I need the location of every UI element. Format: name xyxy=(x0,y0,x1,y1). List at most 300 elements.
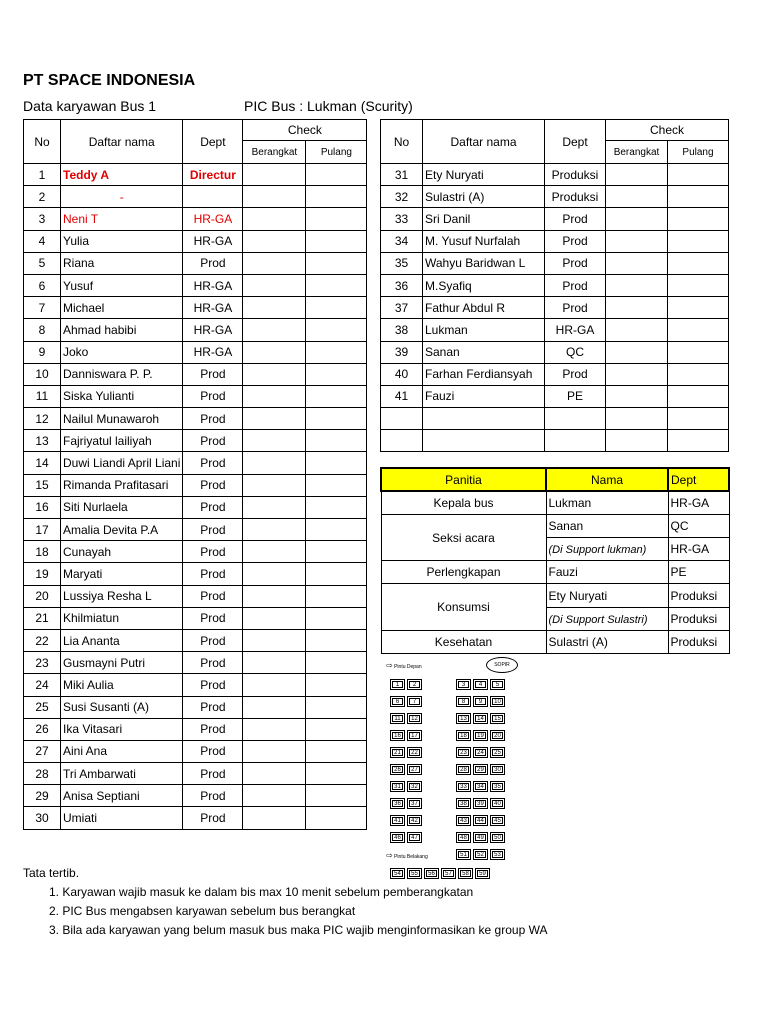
table-row xyxy=(24,652,367,674)
row-nama: Lussiya Resha L xyxy=(61,585,183,607)
table-row xyxy=(24,541,367,563)
seat: 13 xyxy=(456,713,471,724)
rule-item: 2. PIC Bus mengabsen karyawan sebelum bus berangkat xyxy=(49,904,356,918)
table-row xyxy=(381,252,729,274)
table-row xyxy=(24,363,367,385)
seat: 10 xyxy=(490,696,505,707)
row-nama: Anisa Septiani xyxy=(61,785,183,807)
row-nama: M.Syafiq xyxy=(423,274,545,296)
seat: 17 xyxy=(407,730,422,741)
seat: 49 xyxy=(473,832,488,843)
panitia-dept: Produksi xyxy=(668,630,729,653)
table-row xyxy=(24,341,367,363)
check-berangkat[interactable] xyxy=(243,341,306,363)
check-pulang[interactable] xyxy=(668,363,729,385)
check-pulang[interactable] xyxy=(668,319,729,341)
table-row xyxy=(381,297,729,319)
check-berangkat[interactable] xyxy=(243,585,306,607)
check-pulang[interactable] xyxy=(306,607,367,629)
check-berangkat[interactable] xyxy=(243,408,306,430)
table-row xyxy=(381,385,729,407)
panitia-dept: QC xyxy=(668,514,729,537)
row-nama: Lia Ananta xyxy=(61,629,183,651)
row-no: 18 xyxy=(24,541,61,563)
row-dept: Prod xyxy=(183,763,243,785)
panitia-header: Panitia xyxy=(381,468,546,491)
row-no: 35 xyxy=(381,252,423,274)
seat: 14 xyxy=(473,713,488,724)
table-row xyxy=(381,164,729,186)
table-row xyxy=(24,607,367,629)
table-row xyxy=(24,519,367,541)
check-berangkat[interactable] xyxy=(243,385,306,407)
sheet-subtitle: Data karyawan Bus 1 xyxy=(23,98,157,114)
row-no: 22 xyxy=(24,629,61,651)
row-nama: Rimanda Prafitasari xyxy=(61,474,183,496)
row-no: 23 xyxy=(24,652,61,674)
check-pulang[interactable] xyxy=(306,252,367,274)
check-pulang[interactable] xyxy=(306,807,367,829)
nama-header: Nama xyxy=(546,468,668,491)
check-berangkat[interactable] xyxy=(606,297,668,319)
seat: 28 xyxy=(456,764,471,775)
check-pulang[interactable] xyxy=(306,519,367,541)
row-nama: M. Yusuf Nurfalah xyxy=(423,230,545,252)
row-dept: Prod xyxy=(183,252,243,274)
table-row xyxy=(24,718,367,740)
header-berangkat: Berangkat xyxy=(606,141,668,164)
check-berangkat[interactable] xyxy=(243,519,306,541)
role-kesehatan: Kesehatan xyxy=(381,630,546,653)
row-nama: Cunayah xyxy=(61,541,183,563)
row-dept: Prod xyxy=(183,674,243,696)
check-berangkat[interactable] xyxy=(606,341,668,363)
panitia-nama: Ety Nuryati xyxy=(546,584,668,607)
row-nama: Yusuf xyxy=(61,274,183,296)
table-row xyxy=(24,297,367,319)
header-nama: Daftar nama xyxy=(61,120,183,164)
row-dept xyxy=(545,430,606,452)
seat: 58 xyxy=(458,868,473,879)
row-nama: Michael xyxy=(61,297,183,319)
check-berangkat[interactable] xyxy=(243,252,306,274)
row-nama: Fajriyatul lailiyah xyxy=(61,430,183,452)
table-row xyxy=(24,496,367,518)
table-row xyxy=(24,164,367,186)
rules-section xyxy=(23,864,547,940)
table-row xyxy=(381,230,729,252)
table-row xyxy=(381,186,729,208)
check-pulang[interactable] xyxy=(306,297,367,319)
company-title: PT SPACE INDONESIA xyxy=(23,72,196,89)
check-berangkat[interactable] xyxy=(243,230,306,252)
row-nama: Riana xyxy=(61,252,183,274)
seat: 45 xyxy=(490,815,505,826)
row-nama: Siti Nurlaela xyxy=(61,496,183,518)
arrow-right-icon: ⇨ xyxy=(386,851,393,860)
row-nama: Siska Yulianti xyxy=(61,385,183,407)
row-dept: Prod xyxy=(545,274,606,296)
rule-item: 1. Karyawan wajib masuk ke dalam bis max 10 menit sebelum pemberangkatan xyxy=(49,885,474,899)
check-berangkat[interactable] xyxy=(243,208,306,230)
row-nama: Fauzi xyxy=(423,385,545,407)
table-row xyxy=(24,430,367,452)
seat: 29 xyxy=(473,764,488,775)
table-row xyxy=(24,452,367,474)
table-row xyxy=(381,319,729,341)
row-no: 9 xyxy=(24,341,61,363)
row-no: 29 xyxy=(24,785,61,807)
row-dept: QC xyxy=(545,341,606,363)
seat: 42 xyxy=(407,815,422,826)
row-no: 5 xyxy=(24,252,61,274)
check-berangkat[interactable] xyxy=(606,252,668,274)
seat: 52 xyxy=(473,849,488,860)
check-berangkat[interactable] xyxy=(243,807,306,829)
row-no: 40 xyxy=(381,363,423,385)
dept-header: Dept xyxy=(668,468,729,491)
row-no: 13 xyxy=(24,430,61,452)
row-dept: Directur xyxy=(183,164,243,186)
header-no: No xyxy=(381,120,423,164)
rule-item: 3. Bila ada karyawan yang belum masuk bus maka PIC wajib menginformasikan ke group WA xyxy=(49,923,548,937)
row-dept xyxy=(545,408,606,430)
seat: 53 xyxy=(490,849,505,860)
check-pulang[interactable] xyxy=(306,629,367,651)
row-dept: Prod xyxy=(545,208,606,230)
row-dept: Prod xyxy=(183,585,243,607)
table-row xyxy=(381,430,729,452)
check-berangkat[interactable] xyxy=(243,652,306,674)
row-nama: Khilmiatun xyxy=(61,607,183,629)
row-no: 28 xyxy=(24,763,61,785)
check-pulang[interactable] xyxy=(306,230,367,252)
check-pulang[interactable] xyxy=(306,696,367,718)
row-nama: Tri Ambarwati xyxy=(61,763,183,785)
check-berangkat[interactable] xyxy=(606,363,668,385)
table-row xyxy=(24,208,367,230)
row-nama: Joko xyxy=(61,341,183,363)
check-berangkat[interactable] xyxy=(243,319,306,341)
table-row xyxy=(24,408,367,430)
row-nama: - xyxy=(61,186,183,208)
row-dept: HR-GA xyxy=(183,274,243,296)
seat: 32 xyxy=(407,781,422,792)
seat: 25 xyxy=(490,747,505,758)
check-berangkat[interactable] xyxy=(243,674,306,696)
panitia-dept: PE xyxy=(668,561,729,584)
row-no: 21 xyxy=(24,607,61,629)
check-pulang[interactable] xyxy=(668,230,729,252)
panitia-dept: HR-GA xyxy=(668,538,729,561)
check-berangkat[interactable] xyxy=(606,164,668,186)
row-dept: Prod xyxy=(545,230,606,252)
row-no: 20 xyxy=(24,585,61,607)
check-pulang[interactable] xyxy=(306,740,367,762)
check-berangkat[interactable] xyxy=(243,785,306,807)
check-pulang[interactable] xyxy=(306,164,367,186)
row-dept: Prod xyxy=(183,740,243,762)
table-row xyxy=(24,629,367,651)
check-pulang[interactable] xyxy=(668,430,729,452)
check-berangkat[interactable] xyxy=(243,274,306,296)
row-no: 31 xyxy=(381,164,423,186)
check-berangkat[interactable] xyxy=(606,430,668,452)
role-kepala-bus: Kepala bus xyxy=(381,491,546,514)
check-berangkat[interactable] xyxy=(606,385,668,407)
role-konsumsi: Konsumsi xyxy=(381,584,546,630)
header-pulang: Pulang xyxy=(668,141,729,164)
row-no: 12 xyxy=(24,408,61,430)
check-pulang[interactable] xyxy=(668,341,729,363)
row-nama xyxy=(423,408,545,430)
check-berangkat[interactable] xyxy=(243,607,306,629)
row-dept: Prod xyxy=(183,807,243,829)
check-pulang[interactable] xyxy=(306,763,367,785)
seat: 37 xyxy=(407,798,422,809)
row-no: 36 xyxy=(381,274,423,296)
header-check: Check xyxy=(243,120,367,141)
header-no: No xyxy=(24,120,61,164)
check-pulang[interactable] xyxy=(306,674,367,696)
seat: 1 xyxy=(390,679,405,690)
check-pulang[interactable] xyxy=(306,785,367,807)
row-nama: Sulastri (A) xyxy=(423,186,545,208)
table-row xyxy=(24,585,367,607)
seat: 7 xyxy=(407,696,422,707)
row-nama xyxy=(423,430,545,452)
check-berangkat[interactable] xyxy=(243,186,306,208)
row-dept: Prod xyxy=(183,519,243,541)
seat: 8 xyxy=(456,696,471,707)
check-berangkat[interactable] xyxy=(243,629,306,651)
check-pulang[interactable] xyxy=(306,363,367,385)
row-no: 33 xyxy=(381,208,423,230)
check-berangkat[interactable] xyxy=(243,474,306,496)
row-nama: Aini Ana xyxy=(61,740,183,762)
seat: 22 xyxy=(407,747,422,758)
row-nama: Miki Aulia xyxy=(61,674,183,696)
panitia-support-nama xyxy=(546,538,668,561)
seat: 30 xyxy=(490,764,505,775)
header-nama: Daftar nama xyxy=(423,120,545,164)
check-pulang[interactable] xyxy=(668,164,729,186)
row-dept: Prod xyxy=(183,363,243,385)
left-employee-table xyxy=(23,119,367,830)
row-dept: HR-GA xyxy=(183,230,243,252)
check-berangkat[interactable] xyxy=(243,452,306,474)
driver-seat: SOPIR xyxy=(486,657,518,673)
row-nama: Nailul Munawaroh xyxy=(61,408,183,430)
row-dept: Prod xyxy=(183,385,243,407)
table-row xyxy=(24,740,367,762)
row-dept: Prod xyxy=(183,652,243,674)
check-berangkat[interactable] xyxy=(243,496,306,518)
row-nama: Farhan Ferdiansyah xyxy=(423,363,545,385)
check-berangkat[interactable] xyxy=(243,363,306,385)
row-dept: HR-GA xyxy=(183,341,243,363)
table-row xyxy=(24,274,367,296)
seat: 3 xyxy=(456,679,471,690)
seat: 11 xyxy=(390,713,405,724)
row-dept: Prod xyxy=(183,452,243,474)
row-no: 3 xyxy=(24,208,61,230)
check-pulang[interactable] xyxy=(306,430,367,452)
row-nama: Amalia Devita P.A xyxy=(61,519,183,541)
check-pulang[interactable] xyxy=(306,186,367,208)
seat: 31 xyxy=(390,781,405,792)
row-no: 11 xyxy=(24,385,61,407)
front-door-text: Pintu Depan xyxy=(394,664,422,670)
row-no xyxy=(381,408,423,430)
row-dept: Prod xyxy=(183,474,243,496)
check-pulang[interactable] xyxy=(306,474,367,496)
table-row xyxy=(24,785,367,807)
row-no: 37 xyxy=(381,297,423,319)
check-berangkat[interactable] xyxy=(243,740,306,762)
seat: 26 xyxy=(390,764,405,775)
row-no: 4 xyxy=(24,230,61,252)
check-pulang[interactable] xyxy=(306,652,367,674)
seat: 36 xyxy=(390,798,405,809)
check-berangkat[interactable] xyxy=(606,274,668,296)
row-no: 6 xyxy=(24,274,61,296)
seat: 27 xyxy=(407,764,422,775)
seat: 9 xyxy=(473,696,488,707)
panitia-support-nama xyxy=(546,607,668,630)
check-berangkat[interactable] xyxy=(243,763,306,785)
check-pulang[interactable] xyxy=(668,274,729,296)
check-berangkat[interactable] xyxy=(606,319,668,341)
seat: 46 xyxy=(390,832,405,843)
row-dept: Prod xyxy=(183,496,243,518)
check-berangkat[interactable] xyxy=(243,696,306,718)
row-nama: Teddy A xyxy=(61,164,183,186)
row-no: 8 xyxy=(24,319,61,341)
check-pulang[interactable] xyxy=(306,208,367,230)
row-dept: Prod xyxy=(183,408,243,430)
check-berangkat[interactable] xyxy=(606,186,668,208)
row-no: 39 xyxy=(381,341,423,363)
row-nama: Fathur Abdul R xyxy=(423,297,545,319)
row-no: 10 xyxy=(24,363,61,385)
check-berangkat[interactable] xyxy=(243,430,306,452)
bus-seat-map xyxy=(386,655,531,880)
check-pulang[interactable] xyxy=(306,452,367,474)
row-dept: Prod xyxy=(545,363,606,385)
seat: 15 xyxy=(490,713,505,724)
table-row xyxy=(24,230,367,252)
check-pulang[interactable] xyxy=(306,585,367,607)
row-nama: Ahmad habibi xyxy=(61,319,183,341)
check-pulang[interactable] xyxy=(668,297,729,319)
seat: 59 xyxy=(475,868,490,879)
check-berangkat[interactable] xyxy=(243,297,306,319)
check-pulang[interactable] xyxy=(306,319,367,341)
row-no: 14 xyxy=(24,452,61,474)
row-dept: Prod xyxy=(183,718,243,740)
header-dept: Dept xyxy=(545,120,606,164)
table-row xyxy=(381,363,729,385)
row-no: 41 xyxy=(381,385,423,407)
check-pulang[interactable] xyxy=(306,496,367,518)
row-no: 26 xyxy=(24,718,61,740)
row-dept: Prod xyxy=(183,696,243,718)
check-pulang[interactable] xyxy=(306,408,367,430)
seat: 50 xyxy=(490,832,505,843)
row-nama: Lukman xyxy=(423,319,545,341)
row-nama: Umiati xyxy=(61,807,183,829)
table-row xyxy=(24,674,367,696)
role-seksi-acara: Seksi acara xyxy=(381,514,546,560)
panitia-table xyxy=(380,467,730,654)
check-pulang[interactable] xyxy=(668,408,729,430)
row-nama: Danniswara P. P. xyxy=(61,363,183,385)
check-pulang[interactable] xyxy=(668,186,729,208)
check-pulang[interactable] xyxy=(668,252,729,274)
row-nama: Sri Danil xyxy=(423,208,545,230)
check-berangkat[interactable] xyxy=(606,408,668,430)
row-nama: Yulia xyxy=(61,230,183,252)
panitia-nama: Sanan xyxy=(546,514,668,537)
seat: 16 xyxy=(390,730,405,741)
row-no: 24 xyxy=(24,674,61,696)
row-no: 25 xyxy=(24,696,61,718)
check-pulang[interactable] xyxy=(306,563,367,585)
check-berangkat[interactable] xyxy=(606,230,668,252)
row-dept: Prod xyxy=(183,629,243,651)
table-row xyxy=(24,474,367,496)
table-row xyxy=(24,807,367,829)
panitia-dept: Produksi xyxy=(668,584,729,607)
table-row xyxy=(24,252,367,274)
row-no: 2 xyxy=(24,186,61,208)
seat: 19 xyxy=(473,730,488,741)
panitia-nama: Fauzi xyxy=(546,561,668,584)
check-pulang[interactable] xyxy=(306,274,367,296)
check-pulang[interactable] xyxy=(306,541,367,563)
check-pulang[interactable] xyxy=(668,208,729,230)
table-row xyxy=(24,319,367,341)
row-no: 32 xyxy=(381,186,423,208)
panitia-nama: Lukman xyxy=(546,491,668,514)
row-dept: Produksi xyxy=(545,186,606,208)
row-no: 34 xyxy=(381,230,423,252)
header-pulang: Pulang xyxy=(306,141,367,164)
row-nama: Maryati xyxy=(61,563,183,585)
seat: 4 xyxy=(473,679,488,690)
check-berangkat[interactable] xyxy=(243,718,306,740)
row-no xyxy=(381,430,423,452)
front-door-label xyxy=(386,661,422,670)
check-pulang[interactable] xyxy=(306,341,367,363)
check-pulang[interactable] xyxy=(668,385,729,407)
row-no: 16 xyxy=(24,496,61,518)
seat: 57 xyxy=(441,868,456,879)
check-berangkat[interactable] xyxy=(243,563,306,585)
panitia-dept: Produksi xyxy=(668,607,729,630)
check-berangkat[interactable] xyxy=(243,164,306,186)
check-berangkat[interactable] xyxy=(606,208,668,230)
back-door-text: Pintu Belakang xyxy=(394,854,428,860)
table-row xyxy=(24,696,367,718)
seat: 54 xyxy=(390,868,405,879)
check-berangkat[interactable] xyxy=(243,541,306,563)
check-pulang[interactable] xyxy=(306,385,367,407)
header-check: Check xyxy=(606,120,729,141)
row-no: 27 xyxy=(24,740,61,762)
check-pulang[interactable] xyxy=(306,718,367,740)
